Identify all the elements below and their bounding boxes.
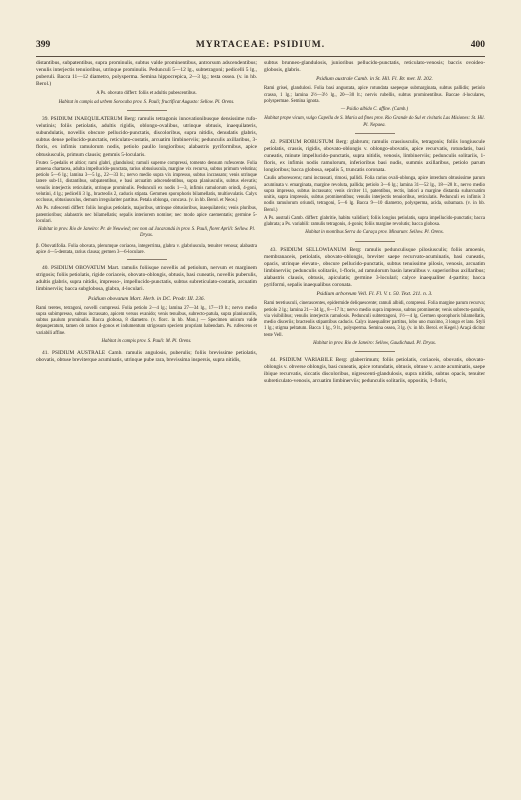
species-43-habitat: Habitat in prov. Rio de Janeiro: Sellow, Gaudichaud. Pl. Dryas. [313, 340, 436, 346]
species-41-description: Rami grisei, glandulosi. Folia basi angustata, apice rotundata saepeque submarginata, subtus pallidis; petiolo crasso, 1 lg.; lamina 2½—3½ lg., 20—30 lt.; nervis rubellis, subtus prominentibus. Baccae 4-loculares, polyspermae. Semina ignota. [264, 86, 485, 104]
species-42-affinity: A Ps. australi Camb. differt: glabritie, habitu validiori; foliis longius petiolatis, supra impellucido-punctatis; bacca glabrata; a Ps. variabili: ramulis tetragonis, 4-gonis; foliis margine revolutis; bacca globosa. [264, 215, 485, 228]
species-39-habitat: Habitat in prov. Rio de Janeiro: Pr. de Neuwied; nec non ad Jacarandú in prov. S. Pauli, floret Aprili: Sellow. Pl. Dryas. [37, 227, 256, 239]
left-column [36, 60, 257, 770]
section-divider [127, 259, 167, 260]
habitat-note: Habitat in campis ad urbem Sorocaba prov. S. Pauli; fructificat Augusto: Sellow. Pl. Orens. [58, 99, 235, 105]
species-41-affinity: — Psidio albido C. affine. (Camb.) [340, 107, 409, 113]
species-42-habitat: Habitat in montibus Serra do Caraça prov. Minarum: Sellow. Pl. Orens. [305, 230, 444, 236]
species-41-diagnosis: 41. PSIDIUM AUSTRALE Camb. ramulis angulosis, puberulis; foliis brevissime petiolatis, obovatis, obtuse breviterque acuminatis, utrinque pube rara, brevissima inspersis, supra nitidis, [36, 350, 257, 364]
running-title: MYRTACEAE: PSIDIUM. [195, 40, 326, 50]
species-39-affinity: Ab Ps. rufescenti differt: foliis longius petiolatis, majoribus, utrinque obtusioribus, inaequilateris; venis pluribus, patentioribus; alabastris nec bilamellatis; sepalis interiorem nomine; nec modo apice caementatis; germine 5-loculari. [36, 206, 257, 224]
section-divider [127, 110, 167, 111]
section-divider [355, 351, 395, 352]
species-43-description: Rami teretiusculi, cinerascentes, epidermide deliquescente; ramuli albidi, compressi. Folia margine parum recurva; petiolo 2 lg.; lamina 21—34 lg., 8—17 lt.; nervo medio supra impresso, subtus prominente; venis subrecto-patulis, via visibilibus; venulis interjectis ramulosis. Pedunculi subtetragoni, 1½—4 lg. Germen sporophoris bilamellatis, medio disceriis; bracteolis stipantibus caducis. Calyx inaequaliter partitus, lobo uno maximo, 3 longo et lato. Styli 1 lg.; stigma peltatum. Bacca 1 lg., 9 lt., polysperma. Semina ossea, 3 lg. (v. in hb. Berol. et Kegel.) Araçá dicitur teste Vell. [264, 301, 485, 338]
species-41-continued: subtus brunneo-glandulosis, junioribus pellucido-punctatis, reticulato-venosis; baccis ovoideo-globosis, glabris. [264, 60, 485, 74]
species-44-diagnosis: 44. PSIDIUM VARIABILE Berg: glaberrimum; foliis petiolatis, coriaceis, obovatis, obovato-oblongis v. obverse oblongis, basi cuneatis, apice rotundatis, obtusis, obtuse v. acute acuminatis, saepe ibique recurvatis, siccatis discoloribus, nigrescenti-glandulosis, supra nitidis, subtus opacis, tenuiter subreticulato-venosis, arcuatim limbinerviis; pedunculis solitariis, oppositis, 1-floris, [264, 357, 485, 385]
right-column [264, 60, 485, 770]
species-40-description: Rami teretes, tetragoni, novelli compressi. Folia petiolo 2—4 lg.; lamina 27—34 lg., 17—19 lt.; nervo medio supra subimpresso, subtus incrassato, apicem versus evanido; venis tenuibus, subrecto-patula, supra planiusculis, subtus paulum prominulis. Bacca globosa, 8 diametro. (v. florc. in hb. Mon.) — Specimen unicum valde depauperatum, tamen ob ramos 4-gonos et indumentum strigosum speciem propriam habendam. Ps. rufescens et variabili affine. [36, 305, 257, 336]
section-divider [355, 241, 395, 242]
species-41-habitat: Habitat prope vicum, vulgo Capella de S. Maria ad fines prov. Rio Grande do Sul et civitatis Las Misiones: St. Hil. Pl. Nepaea. [264, 116, 485, 128]
page-number-left: 399 [36, 40, 51, 50]
affinity-note: A Ps. obovato differt: foliis et adultis pubescentibus. [96, 90, 197, 96]
species-40-habitat: Habitat in campis prov. S. Pauli: M. Pl. Orens. [101, 338, 192, 344]
species-39-diagnosis: 39. PSIDIUM INAEQUILATERUM Berg: ramulis tetragonis innovationibusque densissime rufo-velutinis; foliis petiolatis, adultis rigidis, oblongo-ovalibus, utrinque obtusis, inaequilateris, subundulatis, novellis obscure pellucido-punctatis, discoloribus, supra nitidis, denudatis glabris, subtus dense pellucido-punctatis, reticulato-costatis, arcuatim limbinerviis; pedunculis axillaribus, 3-floris, ex infimis ramulorum nodis, petiolo paullo longioribus; alabastris pyriformibus, apice obtusiusculis, primum clausis; gemmis 5-locularis. [36, 115, 257, 158]
species-42-diagnosis: 42. PSIDIUM ROBUSTUM Berg: glabrum; ramulis crassiusculis, tetragonis; foliis longiuscule petiolatis, crassis, rigidis, obovato-oblongis v. oblongo-obovatis, apice recurvatis, rotundatis, basi cuneatis, minute impellucido-punctatis, supra nitidis, venosis, limbinerviis; pedunculis solitariis, 1-floris, ex infimis nodis ramulorum, inferioribus basi nudis, summis axillaribus, petiolo parum longioribus; bacca globosa, sepalis 5, truncatis coronata. [264, 138, 485, 174]
species-43-reference: Psidium arboreum Vell. Fl. Fl. V. t. 50. Text. 211. n. 3. [316, 291, 433, 298]
species-43-diagnosis: 43. PSIDIUM SELLOWIANUM Berg: ramulis pedunculisque pilosiusculis; foliis amoenis, membranaceis, petiolatis, obovato-oblongis, breviter saepe recurvato-acuminatis, basi cuneatis, opacis, utrinque elevato-, obscure pellucido-punctatis, subtus tenuissime pilosis, venosis, arcuatim limbinerviis; pedunculis solitariis, 1-floris, ad ramulorum basin lateralibus v. superioribus axillaribus; alabastris clausis, obtusis, apiculatis; germine 3-loculari; calyce inaequaliter 4-partito; bacca pyriformi, sepalis inaequalibus coronata. [264, 246, 485, 289]
continued-description: distantibus, subpatentibus, supra prominulis, subtus valde prominentibus, antrorsum adscendentibus; venulis interjectis tenuioribus, utrinque prominulis. Pedunculi 5—12 lg., subtetragoni; pedicelli 5 lg., puberuli. Bacca 11—12 diametro, polysperma. Semina hippocrepica, 2—3 lg.; testa ossea. (v. in hb. Berol.) [36, 60, 257, 88]
species-40-reference: Psidium obovatum Mart. Herb. in DC. Prodr. III. 236. [88, 295, 205, 302]
species-41-reference: Psidium australe Camb. in St. Hil. Fl. Br. mer. II. 202. [316, 76, 433, 83]
species-40-diagnosis: 40. PSIDIUM OBOVATUM Mart. ramulis foliisque novellis ad petiolum, nervum et marginem strigosis; foliis petiolatis, rigide coriaceis, obovato-oblongis, obtusis, basi cuneatis, novellis puberulis, adultis glabris, supra nitidis, impresso-, impellucido-punctatis, subtus subreticulato-costatis, arcuatim limbinerviis; bacca subglobosa, glabra, 4-loculari. [36, 265, 257, 293]
header-rule [36, 56, 485, 57]
species-42-description: Caulis arborescens; rami incrassati, rimosi, pallidi. Folia rarius ovali-oblonga, apice interdum obtusissime parum acuminata v. emarginata, margine revoluta, pallida; petiolo 3—6 lg.; lamina 31—52 lg., 18—28 lt., nervo medio supra impresso, subtus incrassato; venis circiter 11, patentibus, rectis, latiori a margine distantia subarcuatim unitis, supra impressis, subtus prominentibus; venulis interjectis tenuioribus, reticulatis. Pedunculi ex infimis 3 nodis ramulorum oriundi, tetragoni, 5—6 lg. Bacca 9—10 diametro, polysperma, acida, subamara. (v. in hb. Berol.) [264, 176, 485, 213]
page-number-right: 400 [470, 40, 485, 50]
species-39-description: Frutex 5-pedalis et altior; rami glabri, glandulosi; ramuli superne compressi, tomento densum rufescente. Folia amoena chartacea, adulta impellucido-punctata, rarius obtusiuscula, margine vix recurva, subtus primum velutina; petiolo 5—6 lg.; lamina 3—5 lg., 22—33 lt.; nervo medio supra vix impresso, subtus incrassato; venis utrinque latere sub-11, distantibus, subpatentibus, e basi arcuatim adscendentibus, supra planiusculis, subtus elevatis; venulis interjectis reticulatis, utrinque prominulis. Pedunculi ex nodis 1—3, infimis ramulorum orindi, 4-goni, velutini, 4 lg.; pedicelli 3 lg., bracteolis 2, caducis stipata. Gemmen sporophoris bilamellatis, multiovulatis. Calyx occlusus, obtusiusculus, demum irregulariter partitus. Petala oblonga, concava. (v. in hb. Berol. et Neos.) [36, 160, 257, 204]
species-39-variety: β. Obovatifolia. Folia obovata, plerumque coriacea, integerrima, glabra v. glabriuscula, tenuiter venosa; alabastra apice 4—5-dentata, rarius clausa; germen 3—6-loculare. [36, 243, 257, 255]
running-header [36, 40, 485, 54]
section-divider [355, 133, 395, 134]
